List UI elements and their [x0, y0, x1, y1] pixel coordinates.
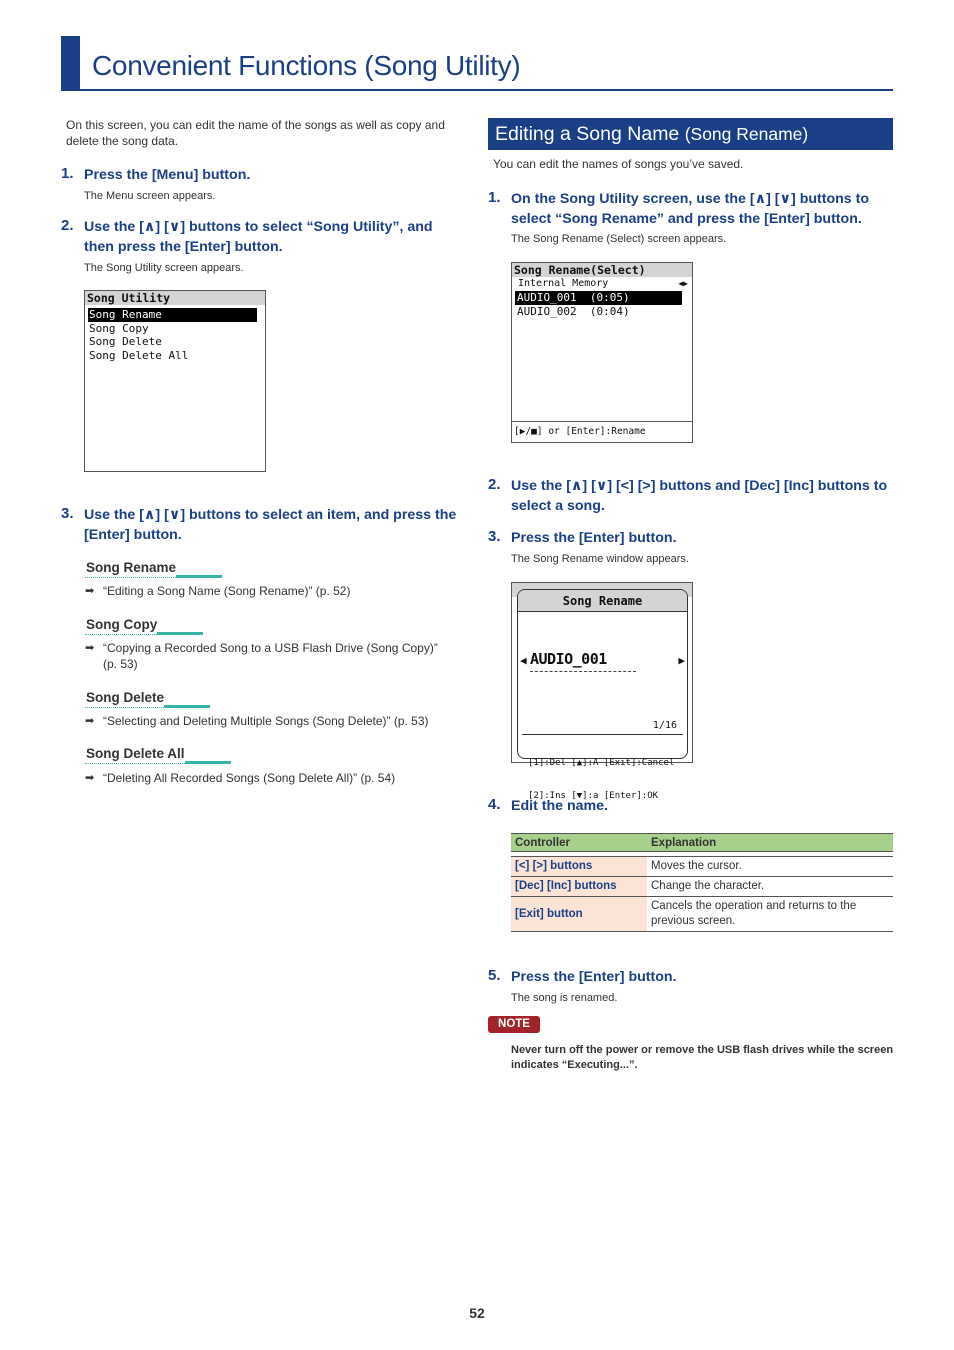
- note-text: Never turn off the power or remove the USB flash drives while the screen indicates “Executing...”.: [511, 1044, 894, 1071]
- right-step-1: 1. On the Song Utility screen, use the [∧] [∨] buttons to select “Song Rename” and press the [Enter] button.: [488, 189, 870, 227]
- rename-dialog-title: Song Rename: [518, 590, 687, 612]
- song-utility-screen: [84, 290, 266, 472]
- title-rule: [61, 89, 893, 91]
- item-ref-song-rename: ➡ “Editing a Song Name (Song Rename)” (p. 52): [85, 584, 351, 598]
- arrow-right-icon: ➡: [85, 715, 95, 727]
- right-step-3: 3. Press the [Enter] button.: [488, 528, 677, 546]
- table-header-explanation: Explanation: [647, 834, 893, 852]
- cursor-right-icon[interactable]: ▶: [678, 654, 685, 667]
- right-step-4: 4. Edit the name.: [488, 796, 608, 814]
- lcd-location: Internal Memory ◀▶: [518, 278, 688, 289]
- rename-dialog: [517, 589, 688, 801]
- right-step-5-sub: The song is renamed.: [511, 992, 618, 1004]
- item-heading-song-rename: Song Rename: [86, 560, 176, 575]
- controller-table: [511, 833, 893, 932]
- lcd-song-1[interactable]: AUDIO_001 (0:05): [515, 291, 682, 305]
- page-number: 52: [469, 1305, 485, 1321]
- left-step-1-sub: The Menu screen appears.: [84, 190, 216, 202]
- arrow-right-icon: ➡: [85, 585, 95, 597]
- right-step-1-sub: The Song Rename (Select) screen appears.: [511, 233, 727, 245]
- lcd-title: Song Rename(Select): [512, 263, 692, 277]
- left-right-arrow-icon: ◀▶: [678, 279, 688, 288]
- table-row: [<] [>] buttons Moves the cursor.: [511, 857, 893, 877]
- item-heading-song-delete: Song Delete: [86, 690, 164, 705]
- cursor-left-icon[interactable]: ◀: [520, 654, 527, 667]
- table-header-controller: Controller: [511, 834, 647, 852]
- item-heading-song-copy: Song Copy: [86, 617, 157, 632]
- page-title: Convenient Functions (Song Utility): [92, 50, 521, 81]
- song-name-field[interactable]: AUDIO_001: [530, 650, 636, 672]
- arrow-right-icon: ➡: [85, 642, 95, 654]
- arrow-right-icon: ➡: [85, 772, 95, 784]
- left-step-1: 1. Press the [Menu] button.: [61, 165, 251, 183]
- section-heading: Editing a Song Name (Song Rename): [488, 118, 893, 150]
- song-rename-window-screen: [511, 582, 693, 801]
- table-row: [Dec] [Inc] buttons Change the character.: [511, 877, 893, 897]
- lcd-item-song-copy[interactable]: Song Copy: [89, 321, 149, 335]
- left-step-3: 3. Use the [∧] [∨] buttons to select an item, and press the [Enter] button.: [61, 505, 457, 543]
- left-step-2: 2. Use the [∧] [∨] buttons to select “Song Utility”, and then press the [Enter] button.: [61, 217, 433, 255]
- lcd-item-song-rename[interactable]: Song Rename: [88, 308, 257, 322]
- right-step-2: 2. Use the [∧] [∨] [<] [>] buttons and [Dec] [Inc] buttons to select a song.: [488, 476, 888, 514]
- lcd-title: Song Utility: [85, 291, 265, 305]
- right-step-3-sub: The Song Rename window appears.: [511, 553, 689, 565]
- note-badge: NOTE: [488, 1016, 540, 1033]
- lcd-item-song-delete[interactable]: Song Delete: [89, 335, 162, 348]
- lcd-footer: [▶/■] or [Enter]:Rename: [512, 421, 692, 442]
- table-row: [Exit] button Cancels the operation and returns to the previous screen.: [511, 897, 893, 932]
- lcd-item-song-delete-all[interactable]: Song Delete All: [89, 348, 189, 362]
- item-ref-song-copy: ➡ “Copying a Recorded Song to a USB Flash Drive (Song Copy)” (p. 53): [85, 641, 438, 671]
- rename-help-line-2: [2]:Ins [▼]:a [Enter]:OK: [528, 791, 659, 801]
- left-step-2-sub: The Song Utility screen appears.: [84, 262, 244, 274]
- rename-help-line-1: [1]:Del [▲]:A [Exit]:Cancel: [528, 758, 675, 768]
- item-ref-song-delete-all: ➡ “Deleting All Recorded Songs (Song Delete All)” (p. 54): [85, 771, 396, 785]
- lcd-song-2[interactable]: AUDIO_002 (0:04): [517, 304, 630, 318]
- right-step-5: 5. Press the [Enter] button.: [488, 967, 677, 985]
- item-heading-song-delete-all: Song Delete All: [86, 746, 185, 761]
- intro-text: On this screen, you can edit the name of the songs as well as copy and delete the song data.: [66, 118, 445, 148]
- section-intro: You can edit the names of songs you’ve saved.: [493, 157, 744, 171]
- title-accent-bar: [61, 36, 80, 91]
- song-rename-select-screen: [511, 262, 693, 443]
- char-counter: 1/16: [652, 720, 677, 731]
- item-ref-song-delete: ➡ “Selecting and Deleting Multiple Songs (Song Delete)” (p. 53): [85, 714, 429, 728]
